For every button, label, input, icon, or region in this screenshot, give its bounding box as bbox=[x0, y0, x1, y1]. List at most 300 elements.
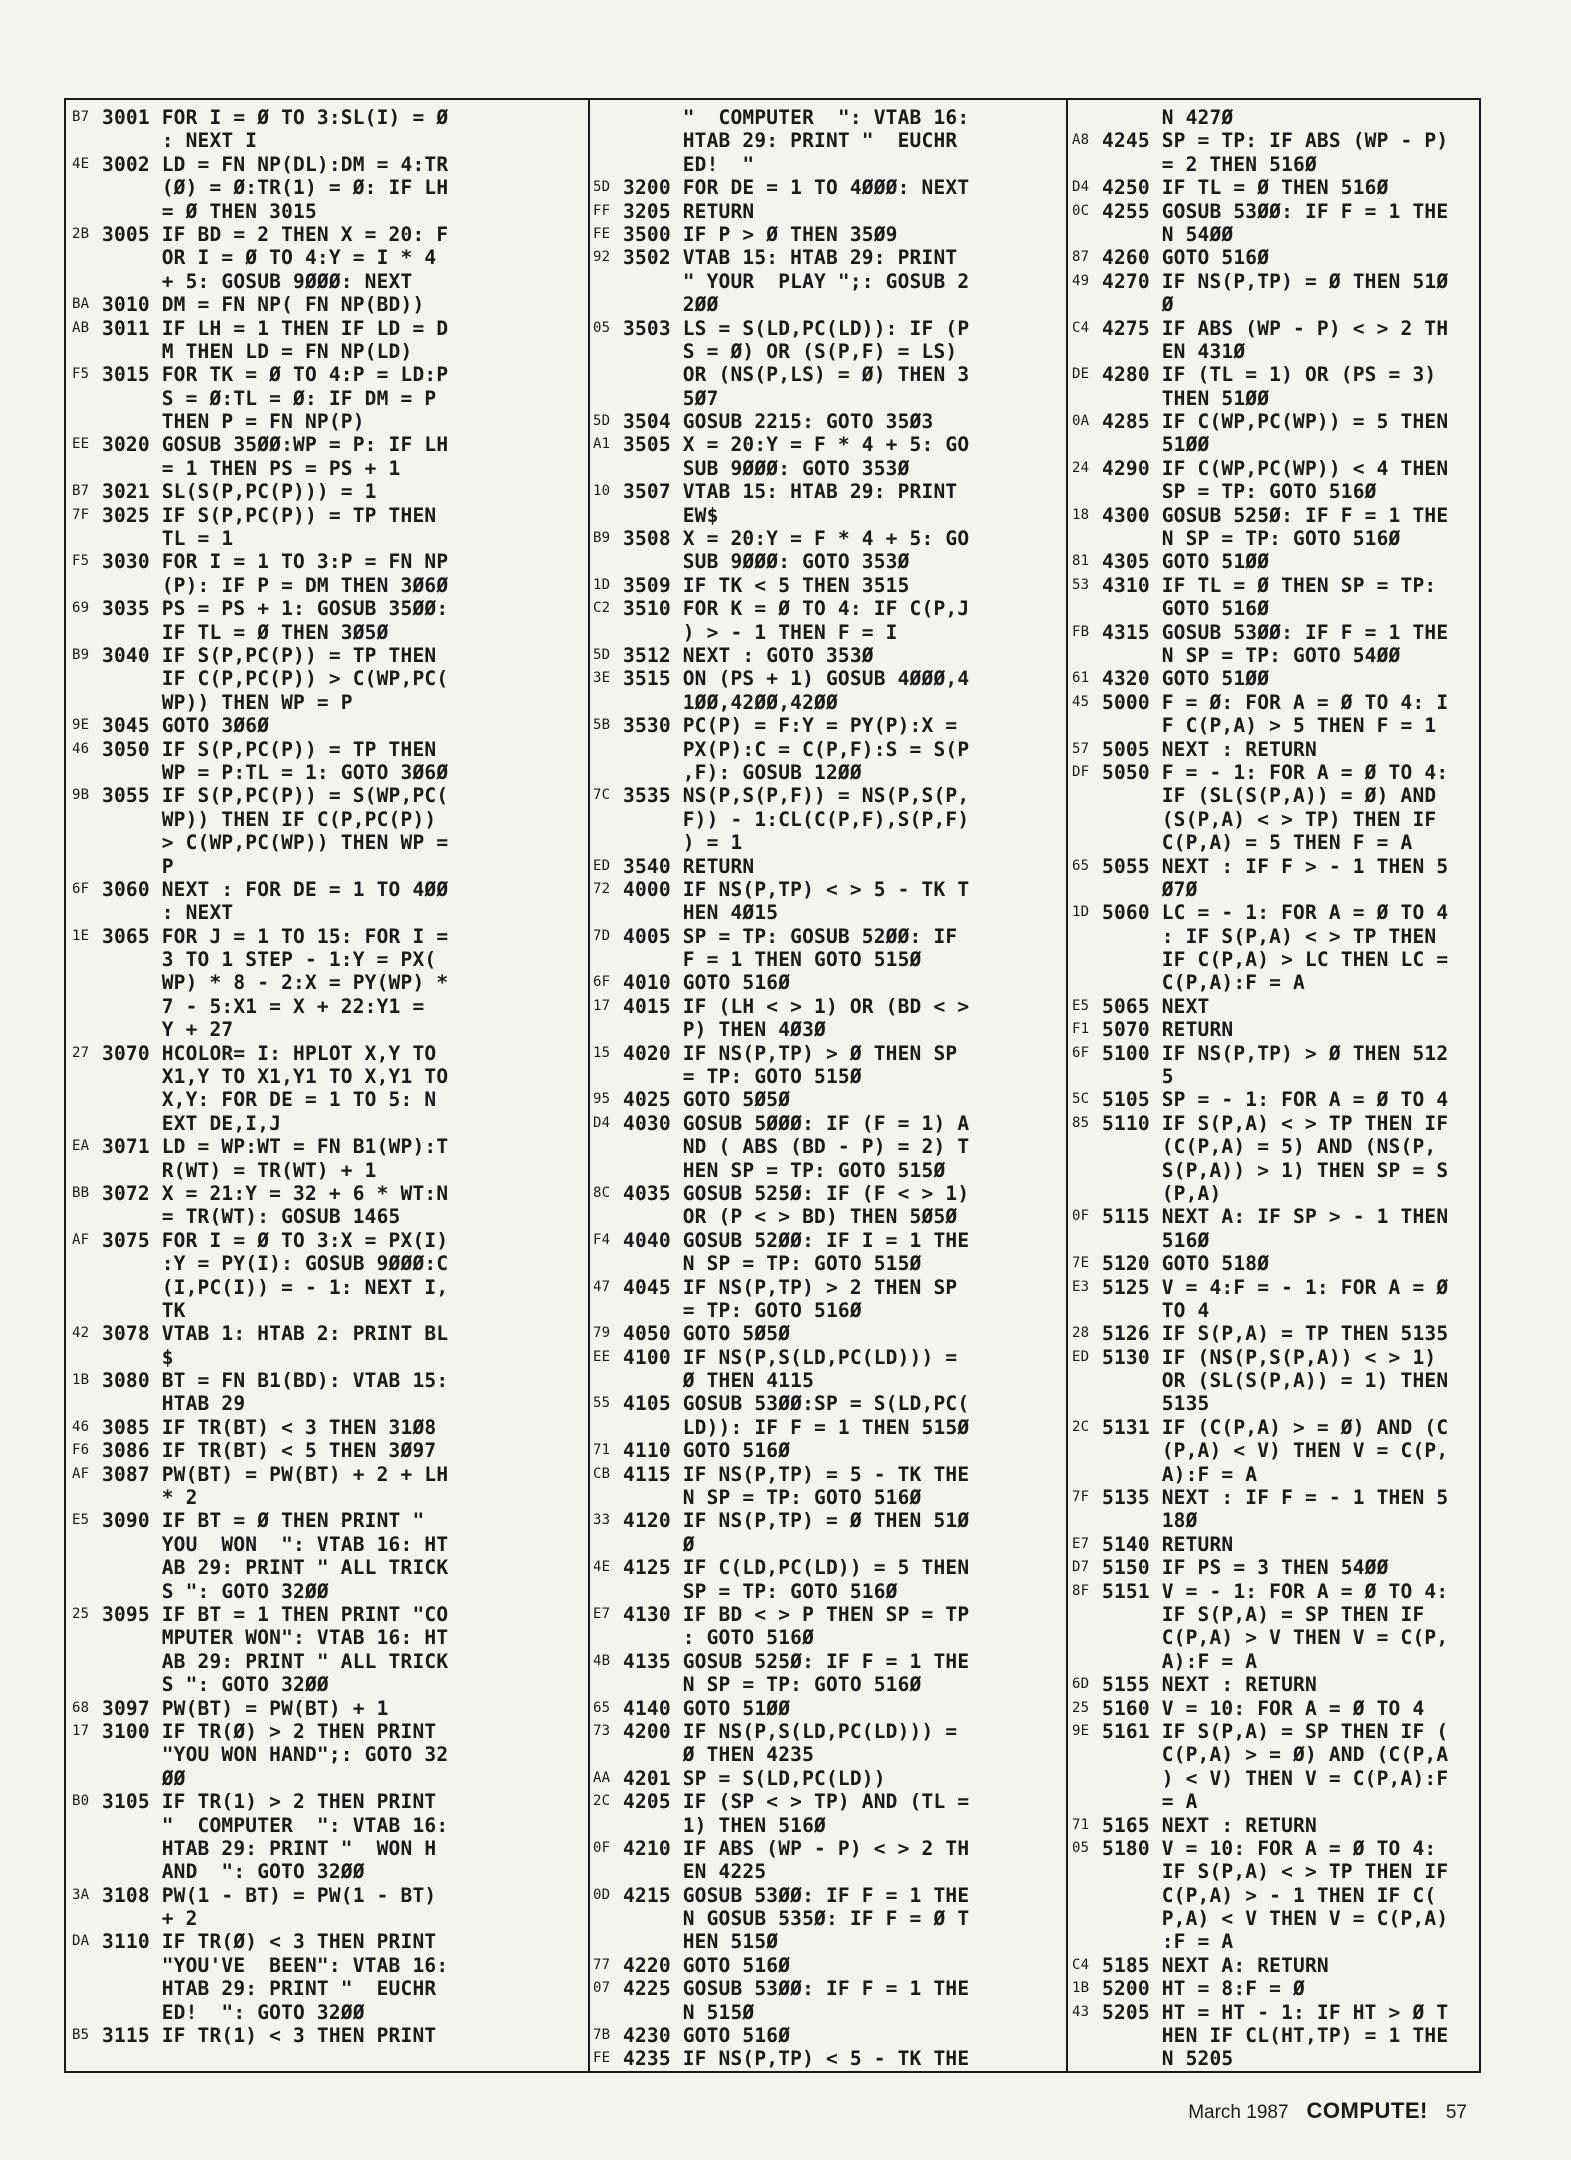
checksum: 6F bbox=[593, 974, 611, 991]
code-text: THEN P = FN NP(P) bbox=[102, 410, 365, 434]
code-line bbox=[1072, 1322, 1477, 1345]
code-text: ED! " bbox=[623, 152, 755, 176]
checksum: D7 bbox=[1072, 1559, 1090, 1576]
checksum: 53 bbox=[1072, 576, 1090, 593]
code-line bbox=[72, 855, 577, 878]
code-text: N SP = TP: GOTO 54ØØ bbox=[1102, 643, 1401, 667]
code-line bbox=[1072, 1135, 1477, 1158]
checksum: 4B bbox=[593, 1652, 611, 1669]
code-text: 4040 GOSUB 52ØØ: IF I = 1 THE bbox=[623, 1228, 970, 1252]
checksum: C2 bbox=[593, 600, 611, 617]
code-line bbox=[72, 1322, 577, 1345]
code-text: 5140 RETURN bbox=[1102, 1532, 1234, 1556]
checksum: 5B bbox=[593, 717, 611, 734]
column-divider-2 bbox=[1066, 100, 1068, 2071]
code-text: 4010 GOTO 516Ø bbox=[623, 971, 791, 995]
code-line bbox=[72, 691, 577, 714]
code-line bbox=[1072, 691, 1477, 714]
code-text: = TR(WT): GOSUB 1465 bbox=[102, 1205, 401, 1229]
checksum: 79 bbox=[593, 1325, 611, 1342]
code-text: WP) * 8 - 2:X = PY(WP) * bbox=[102, 971, 449, 995]
code-line bbox=[593, 2047, 1055, 2070]
code-line bbox=[1072, 457, 1477, 480]
code-line bbox=[593, 1322, 1055, 1345]
code-text: M THEN LD = FN NP(LD) bbox=[102, 339, 413, 363]
code-text: 3205 RETURN bbox=[623, 199, 755, 223]
checksum: F6 bbox=[72, 1442, 90, 1459]
code-text: 4215 GOSUB 53ØØ: IF F = 1 THE bbox=[623, 1883, 970, 1907]
code-text: 5185 NEXT A: RETURN bbox=[1102, 1953, 1329, 1977]
code-line bbox=[1072, 1860, 1477, 1883]
checksum: 15 bbox=[593, 1044, 611, 1061]
code-line bbox=[593, 1650, 1055, 1673]
checksum: 7C bbox=[593, 787, 611, 804]
code-line bbox=[593, 1860, 1055, 1883]
code-line bbox=[1072, 1276, 1477, 1299]
code-line bbox=[593, 1509, 1055, 1532]
code-text: C(P,A) > - 1 THEN IF C( bbox=[1102, 1883, 1437, 1907]
code-line bbox=[1072, 1346, 1477, 1369]
checksum: 0C bbox=[1072, 202, 1090, 219]
code-text: = A bbox=[1102, 1790, 1198, 1814]
code-line bbox=[1072, 738, 1477, 761]
checksum: B0 bbox=[72, 1793, 90, 1810]
code-line bbox=[72, 1463, 577, 1486]
code-line bbox=[1072, 246, 1477, 269]
code-text: 3030 FOR I = 1 TO 3:P = FN NP bbox=[102, 550, 449, 574]
column-divider-1 bbox=[588, 100, 590, 2071]
code-line bbox=[1072, 1977, 1477, 2000]
code-line bbox=[593, 691, 1055, 714]
code-text: + 5: GOSUB 9ØØØ: NEXT bbox=[102, 269, 413, 293]
code-line bbox=[593, 597, 1055, 620]
code-text: 3509 IF TK < 5 THEN 3515 bbox=[623, 573, 910, 597]
code-line bbox=[72, 1743, 577, 1766]
checksum: 2B bbox=[72, 225, 90, 242]
code-line bbox=[1072, 1884, 1477, 1907]
code-line bbox=[1072, 855, 1477, 878]
code-line bbox=[72, 1042, 577, 1065]
code-text: 3512 NEXT : GOTO 353Ø bbox=[623, 643, 874, 667]
code-line bbox=[72, 363, 577, 386]
code-text: 5160 V = 10: FOR A = Ø TO 4 bbox=[1102, 1696, 1425, 1720]
checksum: AF bbox=[72, 1231, 90, 1248]
checksum: 3E bbox=[593, 670, 611, 687]
code-text: F C(P,A) > 5 THEN F = 1 bbox=[1102, 714, 1437, 738]
code-text: WP)) THEN WP = P bbox=[102, 690, 353, 714]
code-line bbox=[593, 480, 1055, 503]
code-line bbox=[593, 317, 1055, 340]
code-text: 3072 X = 21:Y = 32 + 6 * WT:N bbox=[102, 1181, 449, 1205]
code-text: LD)): IF F = 1 THEN 515Ø bbox=[623, 1415, 970, 1439]
checksum: 0F bbox=[1072, 1208, 1090, 1225]
code-text: 3100 IF TR(Ø) > 2 THEN PRINT bbox=[102, 1719, 437, 1743]
listing-column-3 bbox=[1072, 106, 1477, 2071]
code-text: HTAB 29 bbox=[102, 1392, 246, 1416]
code-text: C(P,A) > V THEN V = C(P, bbox=[1102, 1626, 1449, 1650]
code-line bbox=[72, 1884, 577, 1907]
code-line bbox=[593, 1416, 1055, 1439]
code-text: 3065 FOR J = 1 TO 15: FOR I = bbox=[102, 924, 449, 948]
checksum: DF bbox=[1072, 763, 1090, 780]
code-text: > C(WP,PC(WP)) THEN WP = bbox=[102, 831, 449, 855]
code-text: 4105 GOSUB 53ØØ:SP = S(LD,PC( bbox=[623, 1392, 970, 1416]
code-line bbox=[72, 293, 577, 316]
code-line bbox=[593, 1112, 1055, 1135]
code-text: YOU WON ": VTAB 16: HT bbox=[102, 1532, 449, 1556]
checksum: D4 bbox=[593, 1114, 611, 1131]
code-text: : NEXT I bbox=[102, 129, 258, 153]
checksum: 7B bbox=[593, 2027, 611, 2044]
code-line bbox=[593, 1767, 1055, 1790]
code-text: " YOUR PLAY ";: GOSUB 2 bbox=[623, 269, 970, 293]
code-line bbox=[593, 1088, 1055, 1111]
code-text: " COMPUTER ": VTAB 16: bbox=[623, 106, 970, 129]
code-text: 5Ø7 bbox=[623, 386, 719, 410]
code-text: 5050 F = - 1: FOR A = Ø TO 4: bbox=[1102, 760, 1449, 784]
code-text: 3002 LD = FN NP(DL):DM = 4:TR bbox=[102, 152, 449, 176]
code-text: 4030 GOSUB 5ØØØ: IF (F = 1) A bbox=[623, 1111, 970, 1135]
code-text: GOTO 516Ø bbox=[1102, 597, 1270, 621]
code-text: 3080 BT = FN B1(BD): VTAB 15: bbox=[102, 1369, 449, 1393]
checksum: 27 bbox=[72, 1044, 90, 1061]
code-line bbox=[593, 1346, 1055, 1369]
code-line bbox=[1072, 1416, 1477, 1439]
code-text: 3500 IF P > Ø THEN 35Ø9 bbox=[623, 222, 898, 246]
checksum: C4 bbox=[1072, 319, 1090, 336]
code-text: Ø7Ø bbox=[1102, 877, 1198, 901]
checksum: 72 bbox=[593, 880, 611, 897]
code-text: 4020 IF NS(P,TP) > Ø THEN SP bbox=[623, 1041, 958, 1065]
checksum: 77 bbox=[593, 1956, 611, 1973]
checksum: 6D bbox=[1072, 1676, 1090, 1693]
checksum: EE bbox=[593, 1348, 611, 1365]
code-line bbox=[593, 1533, 1055, 1556]
code-line bbox=[593, 1603, 1055, 1626]
checksum: 05 bbox=[1072, 1839, 1090, 1856]
code-text: 3020 GOSUB 35ØØ:WP = P: IF LH bbox=[102, 433, 449, 457]
code-line bbox=[1072, 1907, 1477, 1930]
code-line bbox=[1072, 200, 1477, 223]
code-line bbox=[1072, 504, 1477, 527]
code-line bbox=[1072, 129, 1477, 152]
code-line bbox=[593, 1954, 1055, 1977]
code-text: 5150 IF PS = 3 THEN 54ØØ bbox=[1102, 1556, 1389, 1580]
code-line bbox=[72, 200, 577, 223]
code-text: 5130 IF (NS(P,S(P,A)) < > 1) bbox=[1102, 1345, 1437, 1369]
checksum: 85 bbox=[1072, 1114, 1090, 1131]
code-line bbox=[593, 457, 1055, 480]
code-text: IF C(P,A) > LC THEN LC = bbox=[1102, 948, 1449, 972]
code-line bbox=[593, 831, 1055, 854]
code-text: 4120 IF NS(P,TP) = Ø THEN 51Ø bbox=[623, 1509, 970, 1533]
code-line bbox=[72, 527, 577, 550]
code-line bbox=[1072, 2024, 1477, 2047]
code-line bbox=[593, 106, 1055, 129]
code-line bbox=[593, 948, 1055, 971]
checksum: F4 bbox=[593, 1231, 611, 1248]
code-text: X,Y: FOR DE = 1 TO 5: N bbox=[102, 1088, 437, 1112]
code-text: 3060 NEXT : FOR DE = 1 TO 4ØØ bbox=[102, 877, 449, 901]
code-text: (S(P,A) < > TP) THEN IF bbox=[1102, 807, 1437, 831]
code-text: 3087 PW(BT) = PW(BT) + 2 + LH bbox=[102, 1462, 449, 1486]
code-text: Y + 27 bbox=[102, 1018, 234, 1042]
code-text: HEN 515Ø bbox=[623, 1930, 779, 1954]
code-text: ) < V) THEN V = C(P,A):F bbox=[1102, 1766, 1449, 1790]
code-line bbox=[1072, 621, 1477, 644]
code-line bbox=[72, 1814, 577, 1837]
checksum: F5 bbox=[72, 553, 90, 570]
code-line bbox=[1072, 1767, 1477, 1790]
code-text: = 2 THEN 516Ø bbox=[1102, 152, 1317, 176]
code-line bbox=[1072, 340, 1477, 363]
code-line bbox=[593, 1930, 1055, 1953]
code-line bbox=[593, 901, 1055, 924]
code-line bbox=[72, 1977, 577, 2000]
code-line bbox=[593, 1580, 1055, 1603]
checksum: 7E bbox=[1072, 1255, 1090, 1272]
code-line bbox=[1072, 176, 1477, 199]
code-text: Ø bbox=[1102, 293, 1174, 317]
code-text: $ bbox=[102, 1345, 174, 1369]
code-text: = TP: GOTO 515Ø bbox=[623, 1065, 862, 1089]
checksum: 46 bbox=[72, 740, 90, 757]
code-text: 4035 GOSUB 525Ø: IF (F < > 1) bbox=[623, 1181, 970, 1205]
code-text: OR (SL(S(P,A)) = 1) THEN bbox=[1102, 1369, 1449, 1393]
code-text: 3507 VTAB 15: HTAB 29: PRINT bbox=[623, 480, 958, 504]
checksum: B5 bbox=[72, 2027, 90, 2044]
checksum: 43 bbox=[1072, 2003, 1090, 2020]
checksum: FB bbox=[1072, 623, 1090, 640]
code-line bbox=[1072, 1697, 1477, 1720]
code-line bbox=[593, 1392, 1055, 1415]
code-text: :F = A bbox=[1102, 1930, 1234, 1954]
code-text: 4220 GOTO 516Ø bbox=[623, 1953, 791, 1977]
code-text: 5155 NEXT : RETURN bbox=[1102, 1673, 1317, 1697]
code-line bbox=[1072, 901, 1477, 924]
code-line bbox=[593, 1486, 1055, 1509]
code-text: TK bbox=[102, 1298, 186, 1322]
code-text: 18Ø bbox=[1102, 1509, 1198, 1533]
code-line bbox=[72, 1556, 577, 1579]
code-text: 4000 IF NS(P,TP) < > 5 - TK T bbox=[623, 877, 970, 901]
checksum: 9E bbox=[1072, 1722, 1090, 1739]
checksum: 87 bbox=[1072, 249, 1090, 266]
code-text: 3085 IF TR(BT) < 3 THEN 31Ø8 bbox=[102, 1415, 437, 1439]
code-text: S ": GOTO 32ØØ bbox=[102, 1673, 329, 1697]
code-text: (P,A) bbox=[1102, 1181, 1222, 1205]
code-text: OR (NS(P,LS) = Ø) THEN 3 bbox=[623, 363, 970, 387]
code-text: S(P,A)) > 1) THEN SP = S bbox=[1102, 1158, 1449, 1182]
code-text: SP = TP: GOTO 516Ø bbox=[1102, 480, 1377, 504]
code-line bbox=[593, 1369, 1055, 1392]
code-text: 5135 bbox=[1102, 1392, 1210, 1416]
code-line bbox=[72, 1860, 577, 1883]
code-line bbox=[72, 901, 577, 924]
code-line bbox=[593, 410, 1055, 433]
code-text: 3503 LS = S(LD,PC(LD)): IF (P bbox=[623, 316, 970, 340]
code-text: Ø THEN 4115 bbox=[623, 1369, 815, 1393]
page-footer bbox=[1188, 2098, 1467, 2124]
checksum: A8 bbox=[1072, 132, 1090, 149]
page-number: 57 bbox=[1445, 2102, 1467, 2123]
code-line bbox=[72, 1697, 577, 1720]
checksum: FE bbox=[593, 225, 611, 242]
code-line bbox=[72, 176, 577, 199]
checksum: 33 bbox=[593, 1512, 611, 1529]
code-text: HTAB 29: PRINT " EUCHR bbox=[102, 1977, 437, 2001]
code-line bbox=[593, 153, 1055, 176]
code-text: N GOSUB 535Ø: IF F = Ø T bbox=[623, 1907, 970, 1931]
checksum: 4E bbox=[72, 155, 90, 172]
code-text: EN 431Ø bbox=[1102, 339, 1246, 363]
checksum: 7D bbox=[593, 927, 611, 944]
code-line bbox=[1072, 948, 1477, 971]
code-text: 4300 GOSUB 525Ø: IF F = 1 THE bbox=[1102, 503, 1449, 527]
code-text: 3025 IF S(P,PC(P)) = TP THEN bbox=[102, 503, 437, 527]
code-line bbox=[1072, 293, 1477, 316]
checksum: F5 bbox=[72, 366, 90, 383]
code-line bbox=[72, 387, 577, 410]
code-line bbox=[593, 1135, 1055, 1158]
code-line bbox=[593, 2024, 1055, 2047]
checksum: 9B bbox=[72, 787, 90, 804]
checksum: 25 bbox=[1072, 1699, 1090, 1716]
code-line bbox=[593, 223, 1055, 246]
magazine-name: COMPUTE! bbox=[1306, 2098, 1428, 2123]
code-line bbox=[72, 1346, 577, 1369]
code-text: 4110 GOTO 516Ø bbox=[623, 1439, 791, 1463]
code-line bbox=[1072, 971, 1477, 994]
code-text: 2ØØ bbox=[623, 293, 719, 317]
code-text: SP = TP: GOTO 516Ø bbox=[623, 1579, 898, 1603]
code-line bbox=[593, 1042, 1055, 1065]
checksum: CB bbox=[593, 1465, 611, 1482]
code-text: N SP = TP: GOTO 516Ø bbox=[623, 1486, 922, 1510]
code-line bbox=[72, 1650, 577, 1673]
code-line bbox=[72, 1299, 577, 1322]
code-text: 3110 IF TR(Ø) < 3 THEN PRINT bbox=[102, 1930, 437, 1954]
checksum: ED bbox=[593, 857, 611, 874]
code-text: 3021 SL(S(P,PC(P))) = 1 bbox=[102, 480, 377, 504]
code-line bbox=[72, 1930, 577, 1953]
code-text: Ø THEN 4235 bbox=[623, 1743, 815, 1767]
code-text: OR I = Ø TO 4:Y = I * 4 bbox=[102, 246, 437, 270]
code-text: 3535 NS(P,S(P,F)) = NS(P,S(P, bbox=[623, 784, 970, 808]
code-line bbox=[72, 1720, 577, 1743]
code-text: 4025 GOTO 5Ø5Ø bbox=[623, 1088, 791, 1112]
checksum: 55 bbox=[593, 1395, 611, 1412]
checksum: 18 bbox=[1072, 506, 1090, 523]
code-line bbox=[593, 293, 1055, 316]
code-text: 4280 IF (TL = 1) OR (PS = 3) bbox=[1102, 363, 1437, 387]
code-line bbox=[72, 1229, 577, 1252]
code-text: 3015 FOR TK = Ø TO 4:P = LD:P bbox=[102, 363, 449, 387]
code-line bbox=[72, 2024, 577, 2047]
code-line bbox=[593, 1673, 1055, 1696]
code-line bbox=[593, 1182, 1055, 1205]
code-text: ) > - 1 THEN F = I bbox=[623, 620, 898, 644]
code-line bbox=[593, 200, 1055, 223]
code-line bbox=[593, 621, 1055, 644]
code-text: 3010 DM = FN NP( FN NP(BD)) bbox=[102, 293, 425, 317]
code-text: 3055 IF S(P,PC(P)) = S(WP,PC( bbox=[102, 784, 449, 808]
code-line bbox=[72, 246, 577, 269]
code-text: "YOU WON HAND";: GOTO 32 bbox=[102, 1743, 449, 1767]
code-line bbox=[593, 714, 1055, 737]
code-line bbox=[1072, 317, 1477, 340]
code-text: 5110 IF S(P,A) < > TP THEN IF bbox=[1102, 1111, 1449, 1135]
code-line bbox=[1072, 387, 1477, 410]
code-line bbox=[1072, 1088, 1477, 1111]
code-text: 4130 IF BD < > P THEN SP = TP bbox=[623, 1603, 970, 1626]
checksum: BB bbox=[72, 1184, 90, 1201]
code-text: 4225 GOSUB 53ØØ: IF F = 1 THE bbox=[623, 1977, 970, 2001]
code-text: 5135 NEXT : IF F = - 1 THEN 5 bbox=[1102, 1486, 1449, 1510]
code-line bbox=[1072, 1392, 1477, 1415]
code-text: 1ØØ,42ØØ,42ØØ bbox=[623, 690, 838, 714]
code-line bbox=[72, 1159, 577, 1182]
code-text: 3078 VTAB 1: HTAB 2: PRINT BL bbox=[102, 1322, 449, 1346]
code-line bbox=[593, 1463, 1055, 1486]
checksum: E7 bbox=[593, 1606, 611, 1622]
code-line bbox=[72, 597, 577, 620]
code-text: 4245 SP = TP: IF ABS (WP - P) bbox=[1102, 129, 1449, 153]
code-line bbox=[72, 2001, 577, 2024]
code-line bbox=[72, 153, 577, 176]
code-line bbox=[72, 738, 577, 761]
code-line bbox=[72, 1369, 577, 1392]
code-text: C(P,A) = 5 THEN F = A bbox=[1102, 831, 1413, 855]
code-line bbox=[72, 574, 577, 597]
checksum: 92 bbox=[593, 249, 611, 266]
code-text: 3115 IF TR(1) < 3 THEN PRINT bbox=[102, 2024, 437, 2048]
code-text: 4275 IF ABS (WP - P) < > 2 TH bbox=[1102, 316, 1449, 340]
code-line bbox=[593, 1743, 1055, 1766]
code-text: P bbox=[102, 854, 174, 878]
code-line bbox=[1072, 761, 1477, 784]
code-line bbox=[72, 808, 577, 831]
code-text: EN 4225 bbox=[623, 1860, 767, 1884]
code-line bbox=[72, 1767, 577, 1790]
code-line bbox=[593, 761, 1055, 784]
code-line bbox=[72, 878, 577, 901]
code-text: (P,A) < V) THEN V = C(P, bbox=[1102, 1439, 1449, 1463]
checksum: ED bbox=[1072, 1348, 1090, 1365]
code-line bbox=[1072, 597, 1477, 620]
code-line bbox=[72, 1486, 577, 1509]
code-line bbox=[72, 948, 577, 971]
code-text: 4320 GOTO 51ØØ bbox=[1102, 667, 1270, 691]
code-text: N 427Ø bbox=[1102, 106, 1234, 129]
checksum: 45 bbox=[1072, 693, 1090, 710]
code-line bbox=[1072, 1369, 1477, 1392]
code-line bbox=[72, 433, 577, 456]
code-line bbox=[593, 644, 1055, 667]
code-line bbox=[72, 831, 577, 854]
checksum: FF bbox=[593, 202, 611, 219]
code-text: 5205 HT = HT - 1: IF HT > Ø T bbox=[1102, 2000, 1449, 2024]
code-line bbox=[72, 714, 577, 737]
code-line bbox=[593, 878, 1055, 901]
code-line bbox=[72, 1580, 577, 1603]
checksum: 1B bbox=[1072, 1980, 1090, 1997]
checksum: 2C bbox=[593, 1793, 611, 1810]
code-line bbox=[1072, 1626, 1477, 1649]
code-text: 3200 FOR DE = 1 TO 4ØØØ: NEXT bbox=[623, 176, 970, 200]
code-line bbox=[593, 246, 1055, 269]
code-line bbox=[593, 504, 1055, 527]
